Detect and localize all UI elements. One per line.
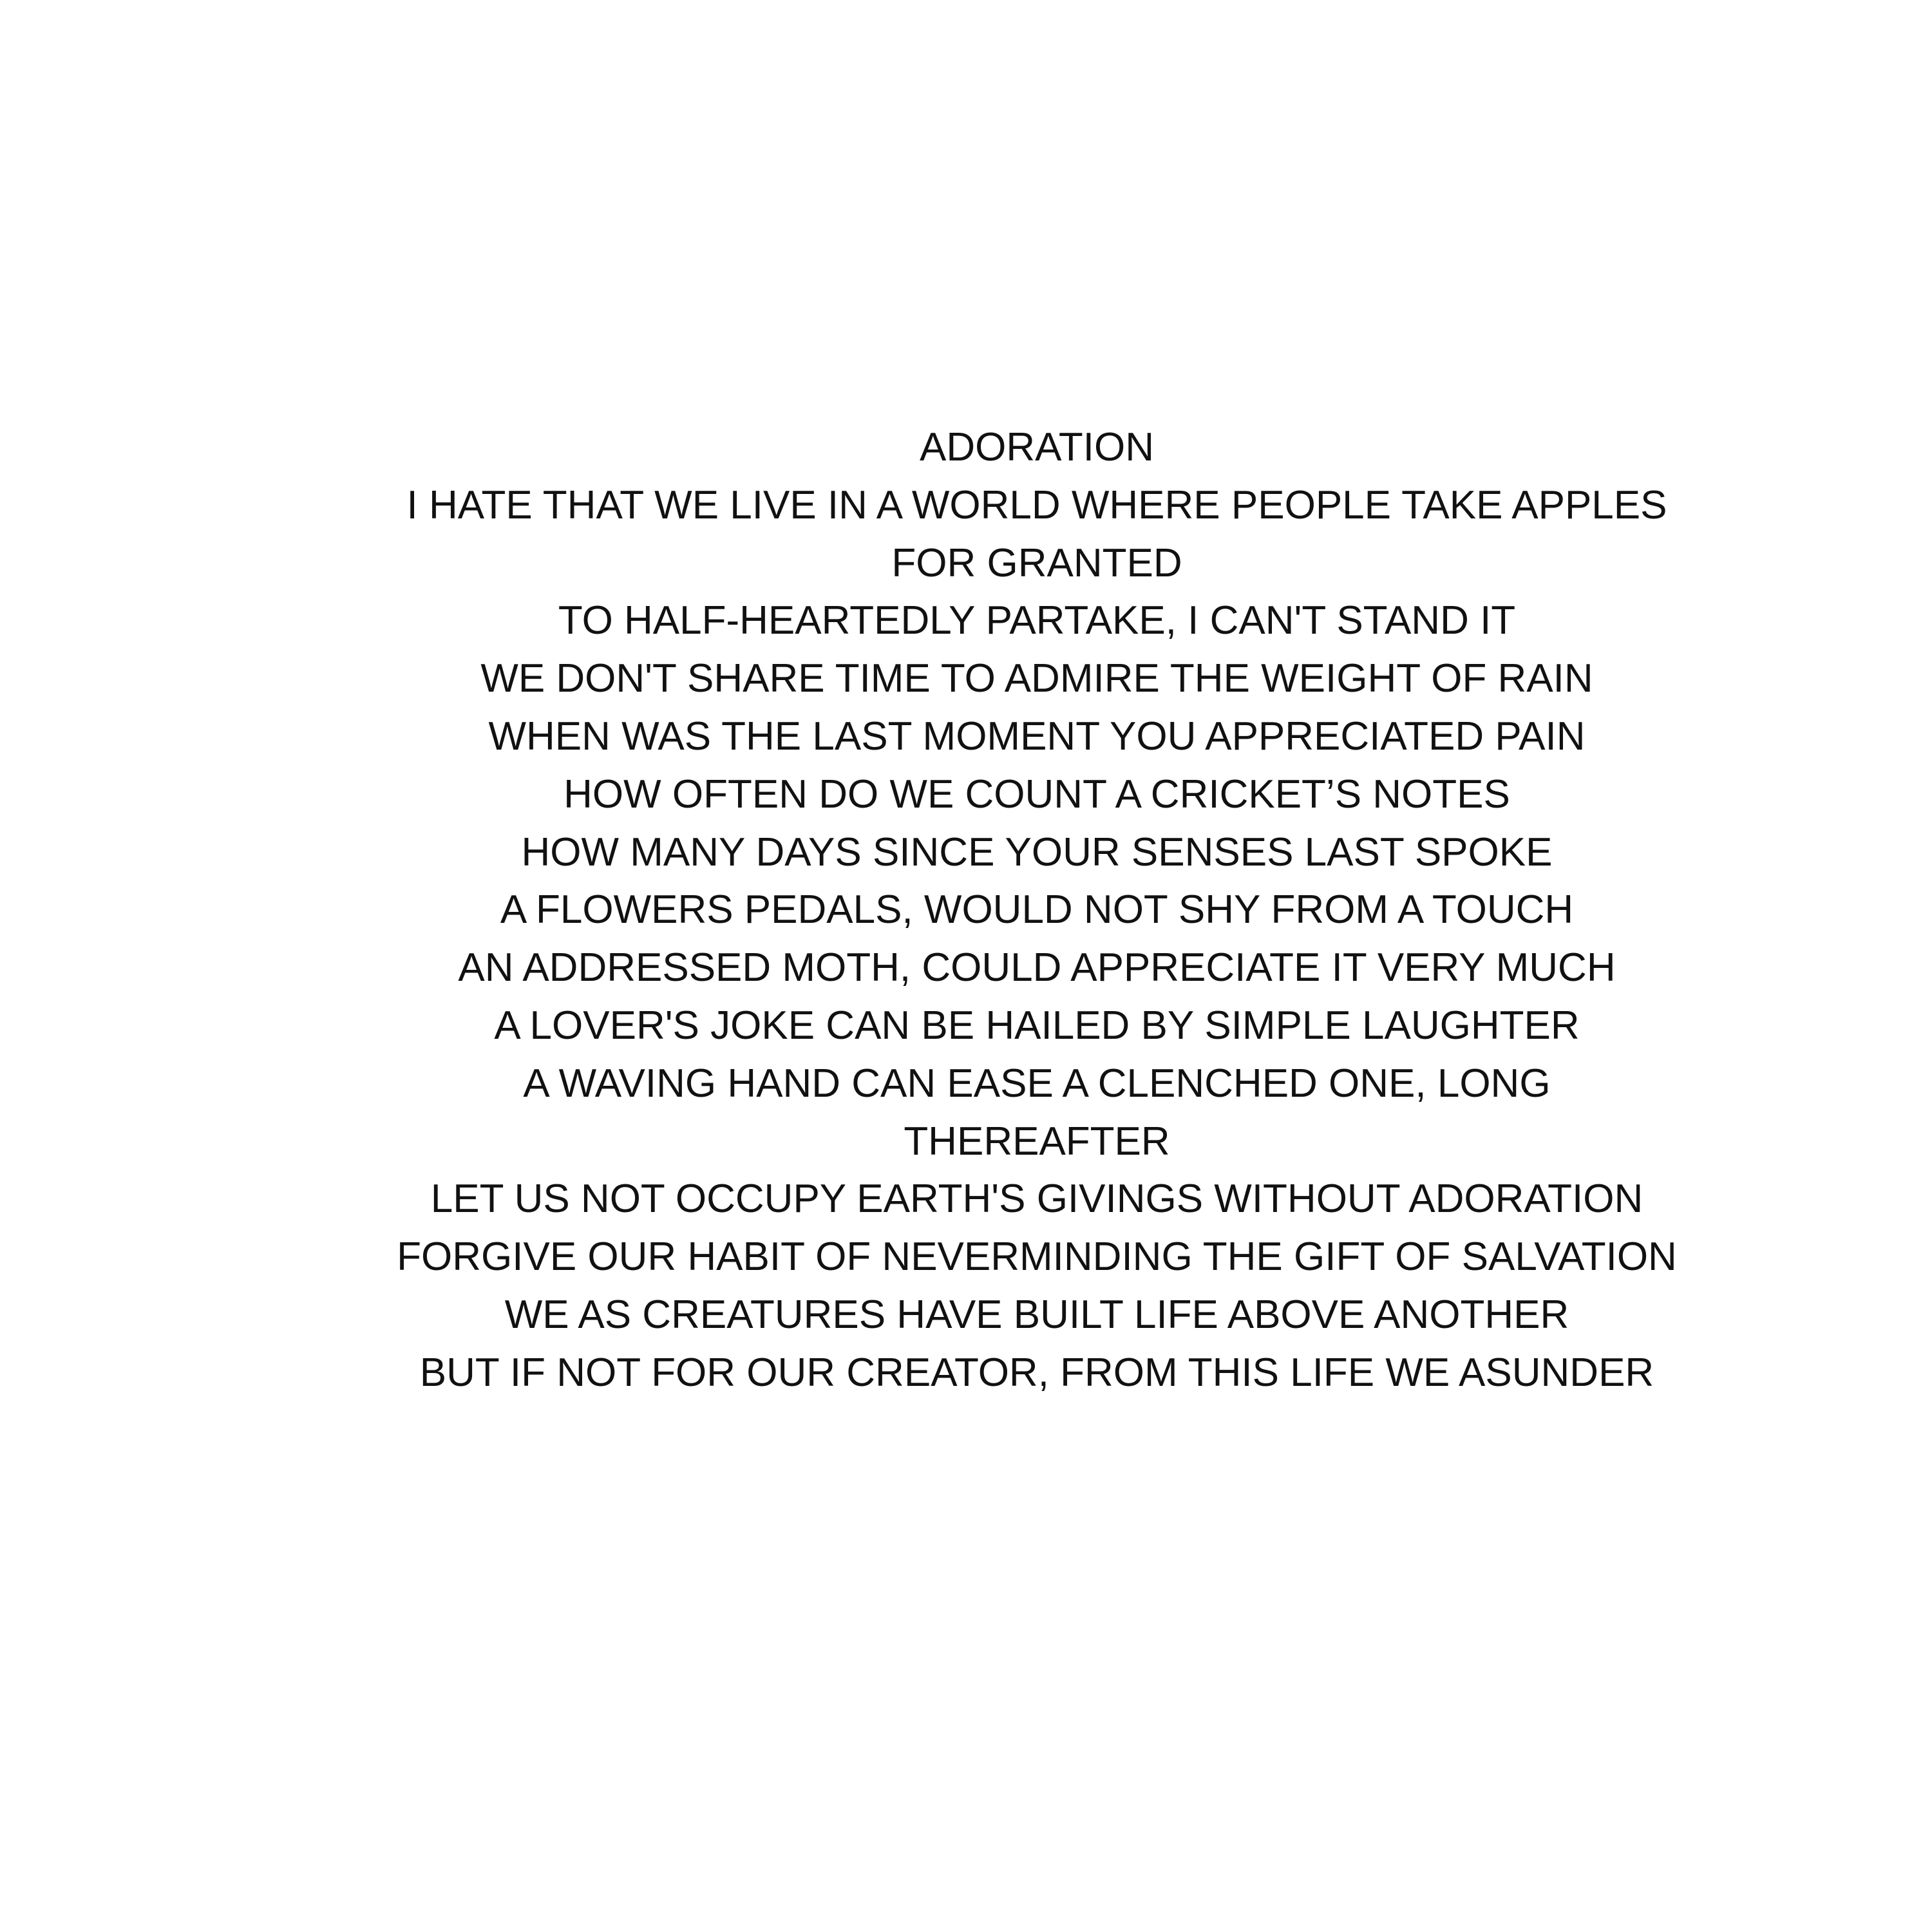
poem-line: I HATE THAT WE LIVE IN A WORLD WHERE PEOPLE TAKE APPLES bbox=[406, 482, 1667, 527]
poem-line: HOW OFTEN DO WE COUNT A CRICKET’S NOTES bbox=[564, 772, 1510, 817]
poem-line: FOR GRANTED bbox=[891, 540, 1182, 585]
poem-line: THEREAFTER bbox=[904, 1119, 1170, 1164]
poem-line: HOW MANY DAYS SINCE YOUR SENSES LAST SPOKE bbox=[521, 829, 1553, 875]
poem-line: WE AS CREATURES HAVE BUILT LIFE ABOVE ANOTHER bbox=[504, 1292, 1569, 1337]
poem-line: WHEN WAS THE LAST MOMENT YOU APPRECIATED PAIN bbox=[488, 714, 1586, 759]
poem-line: WE DON'T SHARE TIME TO ADMIRE THE WEIGHT OF RAIN bbox=[480, 656, 1593, 701]
poem-line: A LOVER'S JOKE CAN BE HAILED BY SIMPLE LAUGHTER bbox=[494, 1003, 1580, 1048]
poem-line: FORGIVE OUR HABIT OF NEVERMINDING THE GIFT OF SALVATION bbox=[397, 1235, 1677, 1280]
poem-line: A WAVING HAND CAN EASE A CLENCHED ONE, LONG bbox=[523, 1061, 1551, 1106]
poem-line: A FLOWERS PEDALS, WOULD NOT SHY FROM A TOUCH bbox=[500, 887, 1574, 933]
poem-title: ADORATION bbox=[920, 425, 1154, 469]
poem bbox=[361, 419, 1713, 1402]
poem-line: TO HALF-HEARTEDLY PARTAKE, I CAN'T STAND IT bbox=[558, 598, 1516, 643]
poem-line: AN ADDRESSED MOTH, COULD APPRECIATE IT VERY MUCH bbox=[458, 945, 1616, 990]
poem-line: LET US NOT OCCUPY EARTH'S GIVINGS WITHOUT ADORATION bbox=[430, 1177, 1643, 1222]
poem-line: BUT IF NOT FOR OUR CREATOR, FROM THIS LIFE WE ASUNDER bbox=[419, 1350, 1654, 1395]
